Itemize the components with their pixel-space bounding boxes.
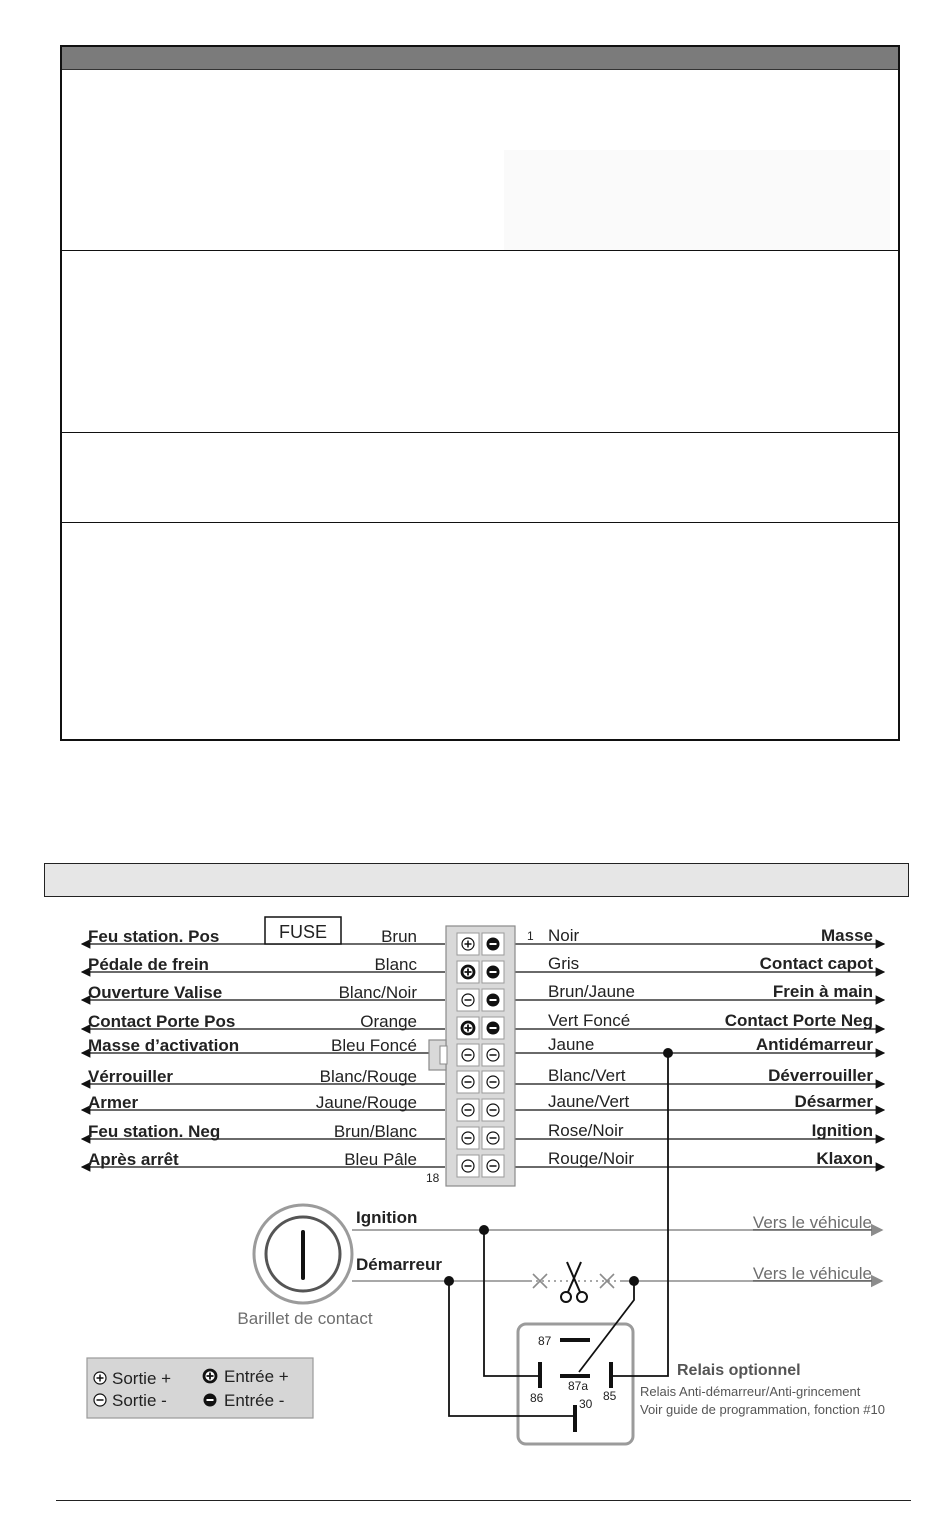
connector-right-color: Rose/Noir — [548, 1121, 624, 1140]
ignition-label: Ignition — [356, 1208, 418, 1227]
legend-sortie-minus-icon — [94, 1394, 106, 1406]
connector-pin-right — [482, 933, 504, 955]
junction-dot — [479, 1225, 489, 1235]
fuse-label: FUSE — [278, 922, 328, 942]
connector-right-color: Blanc/Vert — [548, 1066, 626, 1085]
connector-left-color: Orange — [360, 1012, 417, 1031]
barrel-label: Barillet de contact — [237, 1309, 373, 1328]
connector-pin-left — [457, 1017, 479, 1039]
connector-left-color: Blanc/Rouge — [319, 1067, 417, 1086]
connector-pin-right — [482, 1127, 504, 1149]
connector-pin-left — [457, 1155, 479, 1177]
connector-left-function: Contact Porte Pos — [88, 1012, 236, 1031]
connector-pin-right — [482, 1071, 504, 1093]
relay-pin-87a-label: 87a — [568, 1379, 589, 1393]
connector-right-function: Antidémarreur — [755, 1035, 873, 1054]
legend-entree-plus-icon — [204, 1370, 216, 1382]
connector-right-color: Gris — [548, 954, 580, 973]
connector-right-color: Jaune — [548, 1035, 595, 1054]
connector-pin-left — [457, 933, 479, 955]
scissors-icon — [561, 1262, 587, 1302]
connector-right-color: Rouge/Noir — [548, 1149, 634, 1168]
connector-left-function: Après arrêt — [88, 1150, 179, 1169]
connector-pin-left — [457, 961, 479, 983]
starter-label: Démarreur — [356, 1255, 442, 1274]
connector-pin-right — [482, 1017, 504, 1039]
connector-pin-right — [482, 989, 504, 1011]
connector-left-color: Bleu Pâle — [344, 1150, 417, 1169]
pin-number-last: 18 — [426, 1171, 440, 1185]
relay-desc-2: Voir guide de programmation, fonction #10 — [640, 1402, 885, 1417]
relay-pin-30-label: 30 — [579, 1397, 593, 1411]
connector-right-function: Frein à main — [772, 982, 873, 1001]
connector-left-function: Masse d’activation — [88, 1036, 240, 1055]
legend-sortie-plus-icon — [94, 1372, 106, 1384]
connector-left-color: Jaune/Rouge — [315, 1093, 417, 1112]
connector-left-color: Brun/Blanc — [333, 1122, 417, 1141]
connector-pin-left — [457, 1071, 479, 1093]
connector-right-color: Vert Foncé — [548, 1011, 631, 1030]
connector-housing — [446, 926, 515, 1186]
connector-left-function: Feu station. Neg — [88, 1122, 221, 1141]
vehicle-label-starter: Vers le véhicule — [752, 1264, 872, 1283]
connector-pin-left — [457, 989, 479, 1011]
connector-right-color: Jaune/Vert — [548, 1092, 630, 1111]
legend-sortie-minus: Sortie - — [112, 1391, 167, 1410]
relay-pin-85-label: 85 — [603, 1389, 617, 1403]
connector-left-function: Armer — [88, 1093, 139, 1112]
connector-latch-window — [440, 1046, 447, 1064]
relay-pin-86-label: 86 — [530, 1391, 544, 1405]
connector-right-function: Masse — [821, 926, 873, 945]
junction-dot — [444, 1276, 454, 1286]
connector-left-color: Blanc — [374, 955, 417, 974]
pin-number-first: 1 — [527, 929, 534, 943]
legend-entree-minus-icon — [204, 1394, 217, 1407]
connector-right-color: Noir — [548, 926, 580, 945]
connector-left-color: Blanc/Noir — [338, 983, 417, 1002]
legend-entree-plus: Entrée + — [224, 1367, 289, 1386]
connector-pin-left — [457, 1127, 479, 1149]
connector-pin-left — [457, 1044, 479, 1066]
connector-right-function: Ignition — [811, 1121, 873, 1140]
connector-left-function: Vérrouiller — [88, 1067, 174, 1086]
footer-rule — [56, 1500, 911, 1501]
junction-dot — [629, 1276, 639, 1286]
junction-dot — [663, 1048, 673, 1058]
relay-desc-1: Relais Anti-démarreur/Anti-grincement — [640, 1384, 861, 1399]
vehicle-label-ignition: Vers le véhicule — [752, 1213, 872, 1232]
legend-sortie-plus: Sortie + — [112, 1369, 172, 1388]
connector-pin-right — [482, 1044, 504, 1066]
connector-pin-left — [457, 1099, 479, 1121]
connector-left-color: Brun — [381, 927, 417, 946]
connector-right-function: Contact capot — [759, 954, 873, 973]
relay-title: Relais optionnel — [677, 1362, 801, 1379]
connector-right-color: Brun/Jaune — [548, 982, 635, 1001]
connector-left-function: Pédale de frein — [88, 955, 209, 974]
ignition-barrel-icon — [254, 1205, 352, 1303]
connector-pin-right — [482, 1155, 504, 1177]
legend-entree-minus: Entrée - — [224, 1391, 285, 1410]
connector-left-function: Feu station. Pos — [88, 927, 220, 946]
connector-right-function: Klaxon — [816, 1149, 873, 1168]
connector-right-function: Désarmer — [794, 1092, 873, 1111]
connector-right-function: Déverrouiller — [768, 1066, 873, 1085]
connector-pin-right — [482, 1099, 504, 1121]
connector-pin-right — [482, 961, 504, 983]
connector-left-color: Bleu Foncé — [331, 1036, 417, 1055]
connector-left-function: Ouverture Valise — [88, 983, 223, 1002]
relay-pin-87-label: 87 — [538, 1334, 552, 1348]
connector-right-function: Contact Porte Neg — [724, 1011, 873, 1030]
